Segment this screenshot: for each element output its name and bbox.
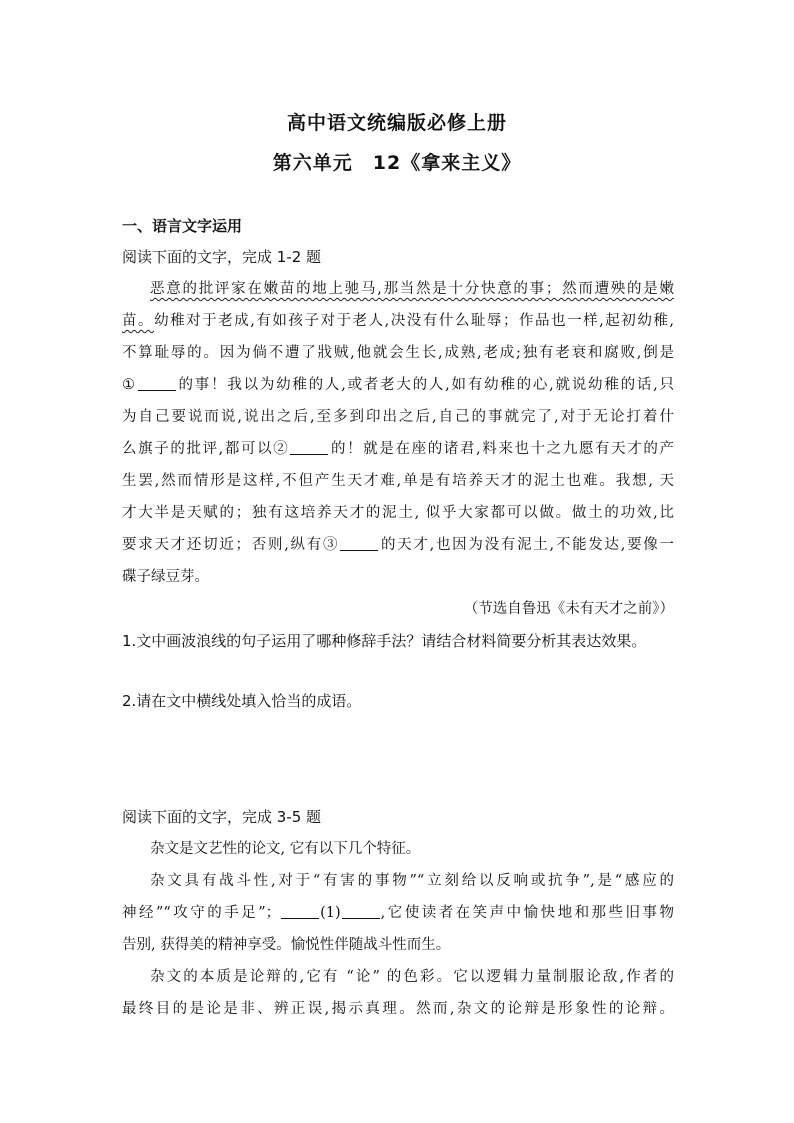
- passage-line: 碟子绿豆芽。: [122, 569, 209, 585]
- passage-line: 为自己要说而说,说出之后,至多到印出之后,自己的事就完了,对于无论打着什: [122, 409, 674, 425]
- reading-instruction-2: 阅读下面的文字，完成 3-5 题: [122, 808, 322, 826]
- wavy-underlined-sentence: 恶意的批评家在嫩苗的地上驰马,那当然是十分快意的事；然而遭殃的是嫩: [150, 281, 674, 297]
- fill-blank-1a: [281, 904, 319, 919]
- wavy-underlined-sentence-end: 苗。: [122, 313, 155, 329]
- passage-line: 生罢,然而情形是这样,不但产生天才难,单是有培养天才的泥土也难。我想, 天: [122, 473, 674, 489]
- reading-instruction: 阅读下面的文字，完成 1-2 题: [122, 248, 322, 266]
- passage2-paragraph-1: 杂文是文艺性的论文, 它有以下几个特征。: [150, 841, 421, 857]
- blank-marker-2: ②: [273, 441, 290, 457]
- passage-line: 苗。幼稚对于老成,有如孩子对于老人,决没有什么耻辱；作品也一样,起初幼稚,: [122, 313, 674, 329]
- document-title: 高中语文统编版必修上册: [286, 112, 507, 134]
- fill-blank-1: [138, 376, 176, 391]
- passage-line: 么旗子的批评,都可以② 的！就是在座的诸君,料来也十之九愿有天才的产: [122, 441, 675, 457]
- blank-marker-3: ③: [323, 537, 340, 553]
- passage2-line: 杂文具有战斗性,对于“有害的事物”“立刻给以反响或抗争”,是“感应的: [150, 873, 674, 889]
- passage2-line: 神经”“攻守的手足”； (1) ,它使读者在笑声中愉快地和那些旧事物: [122, 905, 674, 921]
- blank-marker-1: ①: [122, 377, 137, 393]
- blank-marker-(1): (1): [320, 905, 341, 921]
- section-heading: 一、语言文字运用: [122, 217, 243, 235]
- passage-line: 要求天才还切近；否则,纵有③ 的天才,也因为没有泥土,不能发达,要像一: [122, 537, 675, 553]
- fill-blank-1b: [342, 904, 380, 919]
- passage2-line: 告别, 获得美的精神享受。愉悦性伴随战斗性而生。: [122, 937, 451, 953]
- passage-line: [150, 279, 674, 299]
- passage2-line: 杂文的本质是论辩的,它有 “论” 的色彩。它以逻辑力量制服论敌,作者的: [150, 969, 674, 985]
- fill-blank-2: [290, 440, 328, 455]
- question-1: 1.文中画波浪线的句子运用了哪种修辞手法？请结合材料简要分析其表达效果。: [122, 632, 647, 650]
- passage-source: （节选自鲁迅《未有天才之前》）: [463, 601, 674, 617]
- fill-blank-3: [340, 536, 378, 551]
- question-2: 2.请在文中横线处填入恰当的成语。: [122, 692, 362, 710]
- passage-line: ① 的事！我以为幼稚的人,或者老大的人,如有幼稚的心,就说幼稚的话,只: [122, 377, 674, 393]
- passage-line: 才大半是天赋的；独有这培养天才的泥土, 似乎大家都可以做。做土的功效,比: [122, 505, 674, 521]
- unit-title: 第六单元 12《拿来主义》: [272, 152, 522, 174]
- passage2-line: 最终目的是论是非、辨正误,揭示真理。然而,杂文的论辩是形象性的论辩。: [122, 1001, 674, 1017]
- passage-line: 不算耻辱的。因为倘不遭了戕贼,他就会生长,成熟,老成;独有老衰和腐败,倒是: [122, 345, 674, 361]
